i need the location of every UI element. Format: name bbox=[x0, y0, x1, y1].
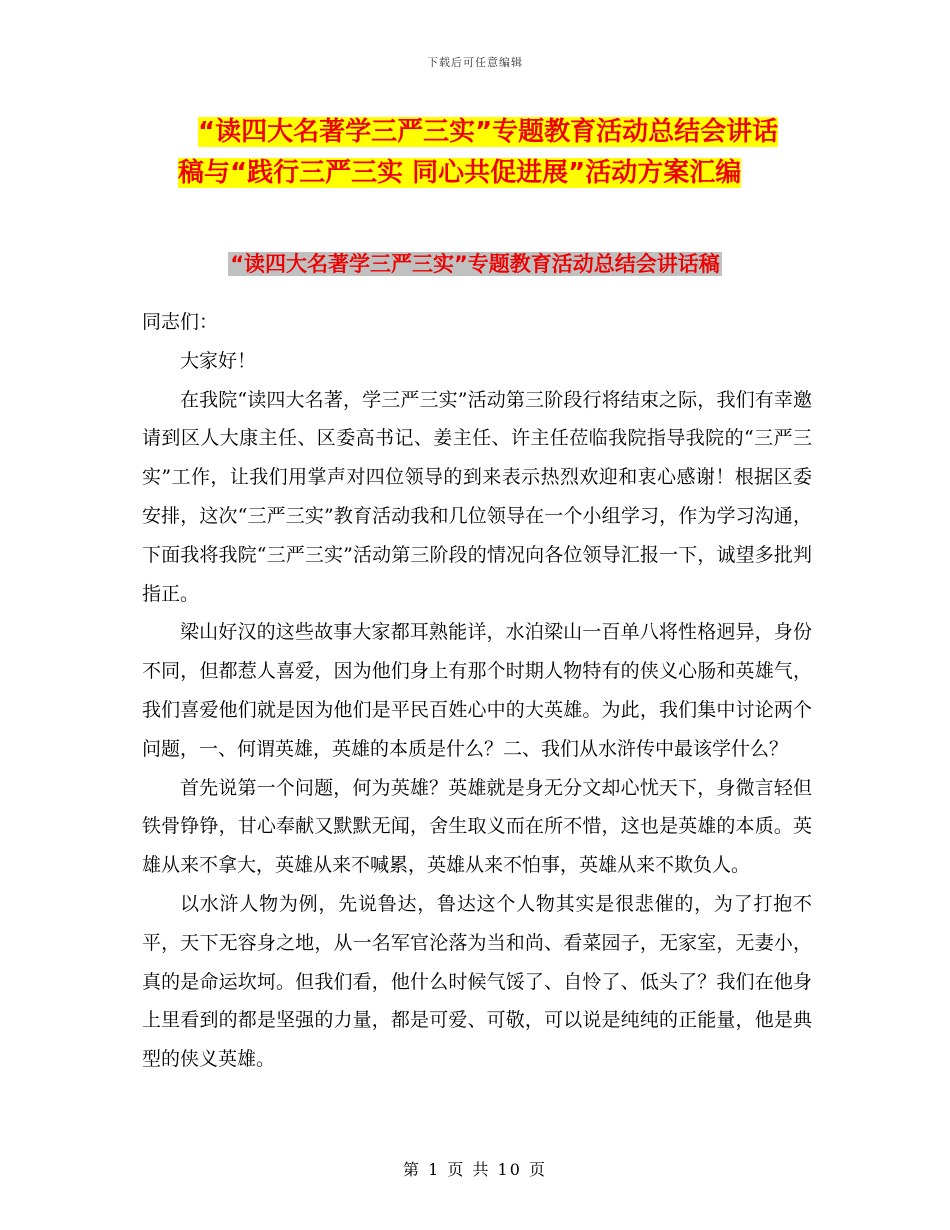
section-title bbox=[0, 246, 950, 282]
speech-body bbox=[142, 303, 812, 1079]
document-title bbox=[178, 112, 818, 194]
paragraph-lu-da-example: 以水浒人物为例，先说鲁达，鲁达这个人物其实是很悲催的，为了打抱不平，天下无容身之地，从一名军官沦落为当和尚、看菜园子，无家室，无妻小，真的是命运坎坷。但我们看，他什么时候气馁了、自怜了、低头了？我们在他身上里看到的都是坚强的力量，都是可爱、可敬，可以说是纯纯的正能量，他是典型的侠义英雄。 bbox=[142, 892, 812, 1071]
document-title-line-2 bbox=[178, 153, 818, 194]
document-title-line-1 bbox=[178, 112, 818, 153]
page-number-footer: 第 1 页 共 10 页 bbox=[403, 1160, 547, 1179]
paragraph-what-is-hero: 首先说第一个问题，何为英雄？英雄就是身无分文却心忧天下，身微言轻但铁骨铮铮，甘心奉献又默默无闻，舍生取义而在所不惜，这也是英雄的本质。英雄从来不拿大，英雄从来不喊累，英雄从来不怕事，英雄从来不欺负人。 bbox=[142, 776, 812, 877]
paragraph-introduction: 在我院“读四大名著，学三严三实”活动第三阶段行将结束之际，我们有幸邀请到区人大康主任、区委高书记、姜主任、许主任莅临我院指导我院的“三严三实”工作，让我们用掌声对四位领导的到来表示热烈欢迎和衷心感谢！根据区委安排，这次“三严三实”教育活动我和几位领导在一个小组学习，作为学习沟通，下面我将我院“三严三实”活动第三阶段的情况向各位领导汇报一下，诚望多批判指正。 bbox=[142, 388, 812, 605]
paragraph-greeting: 大家好！ bbox=[180, 349, 257, 372]
page-header: 下载后可任意编辑 bbox=[427, 56, 523, 69]
section-title-text: “读四大名著学三严三实”专题教育活动总结会讲话稿 bbox=[230, 252, 720, 276]
paragraph-liangshan-heroes: 梁山好汉的这些故事大家都耳熟能详，水泊梁山一百单八将性格迥异，身份不同，但都惹人喜爱，因为他们身上有那个时期人物特有的侠义心肠和英雄气，我们喜爱他们就是因为他们是平民百姓心中的大英雄。为此，我们集中讨论两个问题，一、何谓英雄，英雄的本质是什么？二、我们从水浒传中最该学什么？ bbox=[142, 621, 812, 760]
salutation: 同志们： bbox=[142, 311, 219, 333]
document-title-line-1-text: “读四大名著学三严三实”专题教育活动总结会讲话 bbox=[198, 117, 779, 147]
document-title-line-2-text: 稿与“践行三严三实 同心共促进展”活动方案汇编 bbox=[178, 158, 742, 188]
